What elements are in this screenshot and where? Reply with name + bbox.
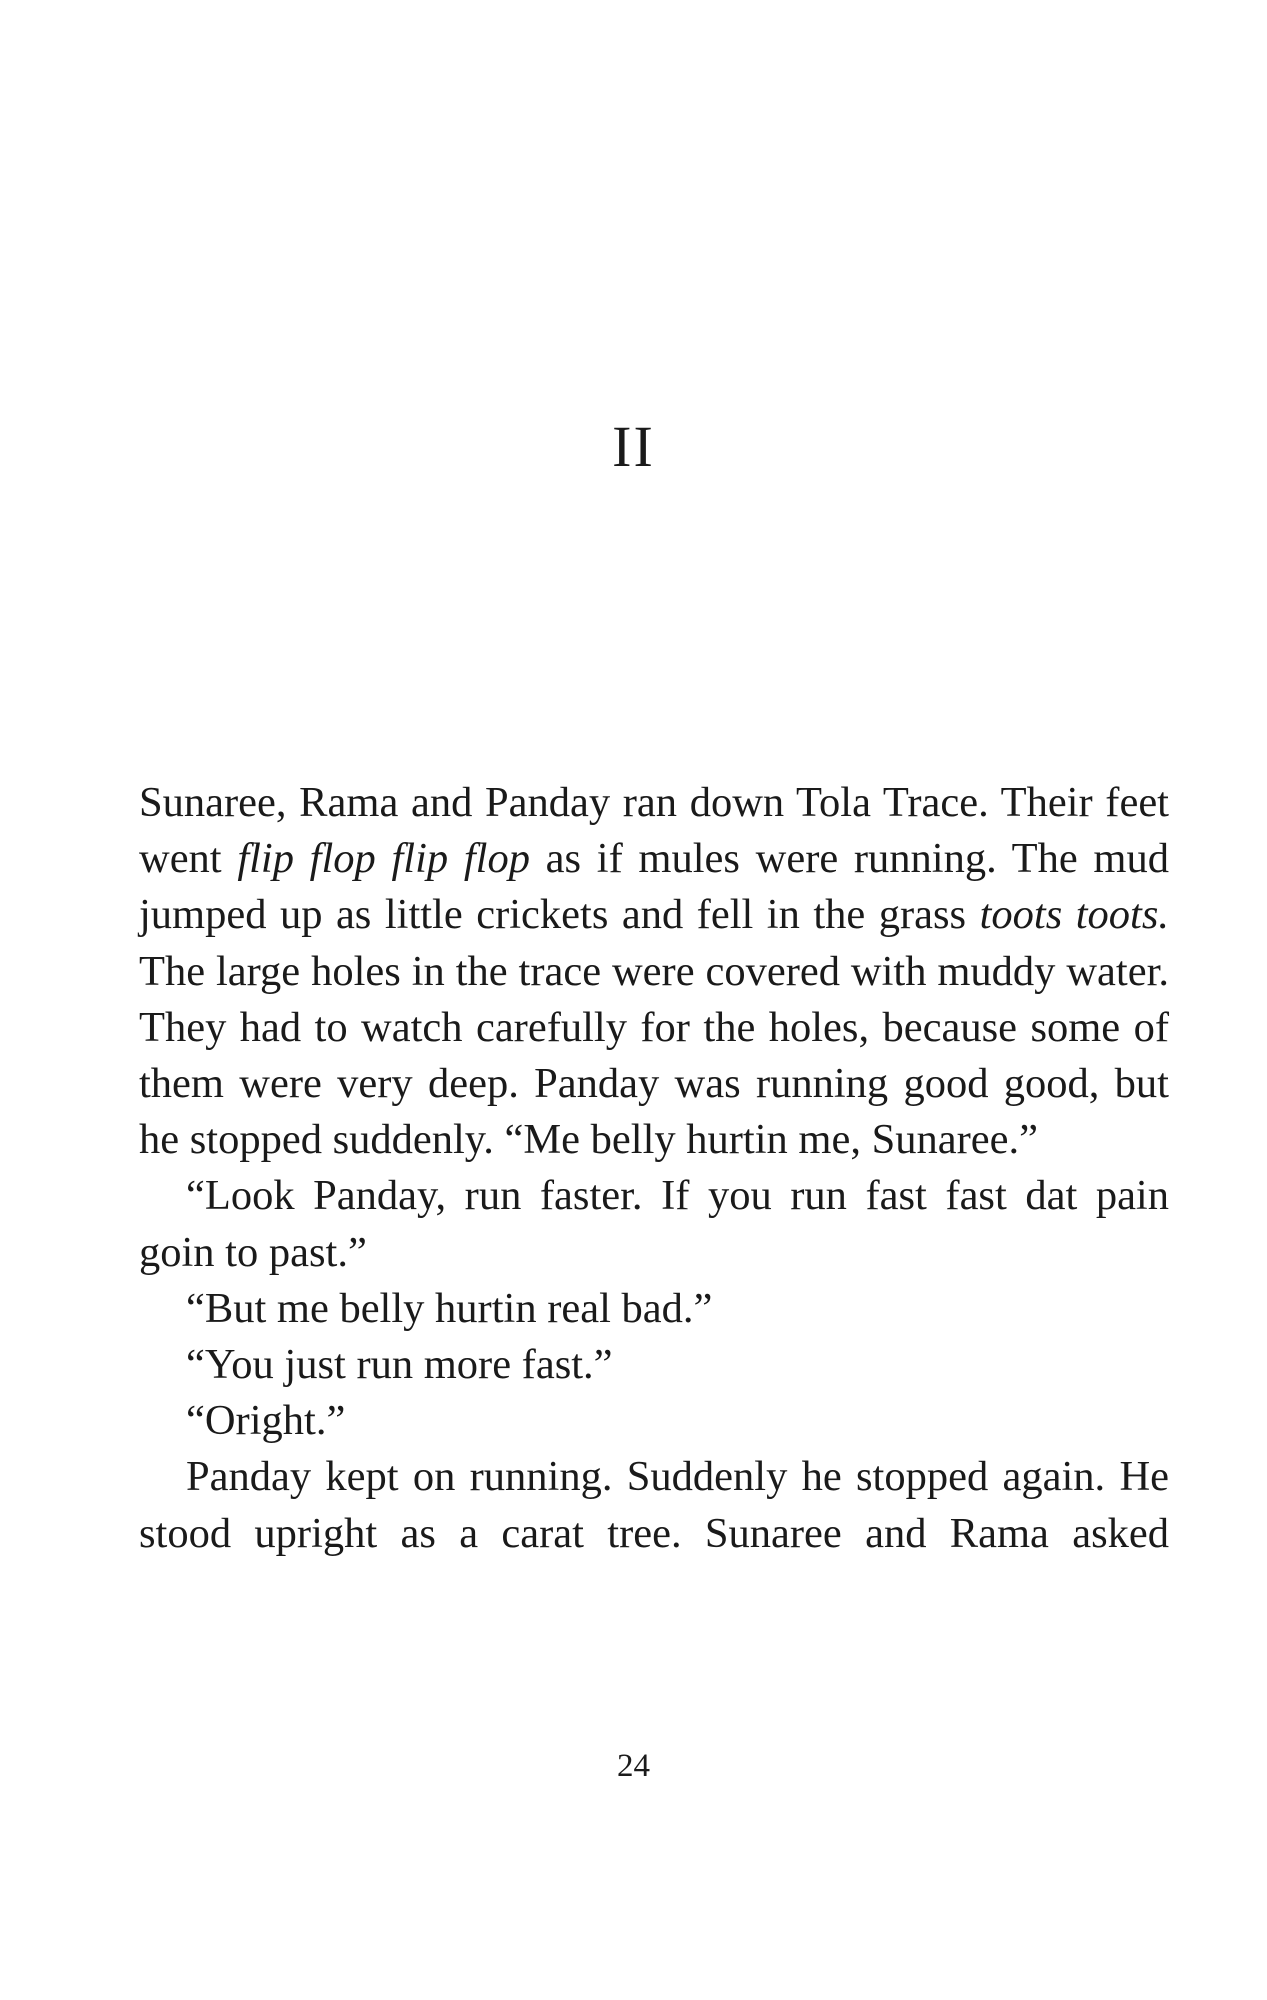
paragraph-5: “Oright.” [186, 1397, 346, 1445]
italic-sound-effect: toots toots. [979, 891, 1169, 939]
italic-sound-effect: flip flop flip flop [237, 835, 530, 883]
paragraph-6: Panday kept on running. Suddenly he stopped again. He stood upright as a carat tree. Sunaree and Rama asked [139, 1453, 1169, 1557]
page-number: 24 [617, 1748, 650, 1784]
text-run: Sunaree, Rama and Panday ran down Tola Trace. Their feet went [139, 779, 1169, 883]
paragraph-1 [139, 775, 1169, 1168]
text-run: The large holes in the trace were covered with muddy water. They had to watch carefully for the holes, because some of them were very deep. Panday was running good good, but he stopped suddenly. “Me belly hurtin me, Sunaree.” [139, 947, 1169, 1164]
paragraph-2: “Look Panday, run faster. If you run fast fast dat pain goin to past.” [139, 1172, 1169, 1276]
text-run: as if mules were running. The mud jumped up as little crickets and fell in the grass [139, 835, 1169, 939]
paragraph-3: “But me belly hurtin real bad.” [186, 1284, 713, 1332]
chapter-number: II [612, 414, 655, 479]
paragraph-4: “You just run more fast.” [186, 1341, 613, 1389]
body-text [139, 775, 1169, 1562]
